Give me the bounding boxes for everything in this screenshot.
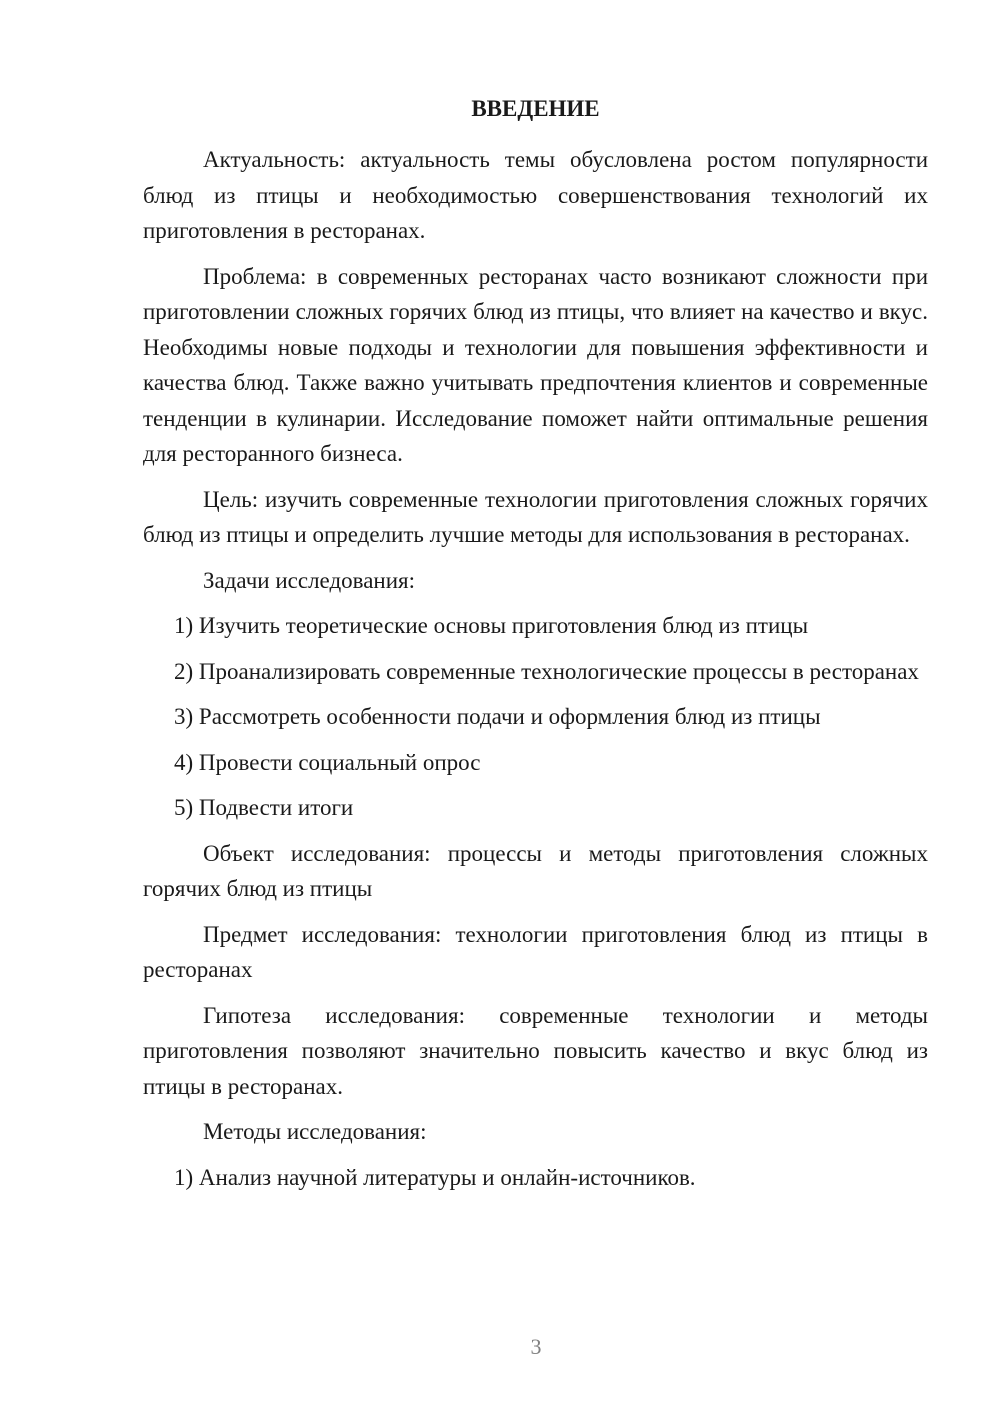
goal-paragraph: Цель: изучить современные технологии приготовления сложных горячих блюд из птицы и определить лучшие методы для использования в ресторанах.: [143, 486, 928, 547]
method-item-1: 1) Анализ научной литературы и онлайн-источников.: [174, 1164, 696, 1190]
relevance-paragraph: Актуальность: актуальность темы обусловлена ростом популярности блюд из птицы и необходимостью совершенствования технологий их приготовления в ресторанах.: [143, 147, 928, 243]
task-item-5: 5) Подвести итоги: [174, 795, 354, 820]
hypothesis-paragraph: Гипотеза исследования: современные технологии и методы приготовления позволяют значительно повысить качество и вкус блюд из птицы в ресторанах.: [143, 1002, 928, 1099]
page-number: 3: [530, 1334, 542, 1359]
problem-paragraph: Проблема: в современных ресторанах часто возникают сложности при приготовлении сложных горячих блюд из птицы, что влияет на качество и вкус. Необходимы новые подходы и технологии для повышения эффективности и качества блюд. Также важно учитывать предпочтения клиентов и современные тенденции в кулинарии. Исследование поможет найти оптимальные решения для ресторанного бизнеса.: [143, 263, 928, 466]
methods-heading: Методы исследования:: [203, 1119, 427, 1144]
document-page: [143, 92, 928, 1205]
subject-paragraph: Предмет исследования: технологии приготовления блюд из птицы в ресторанах: [143, 921, 928, 982]
page-title: ВВЕДЕНИЕ: [471, 96, 600, 121]
object-paragraph: Объект исследования: процессы и методы приготовления сложных горячих блюд из птицы: [143, 840, 928, 901]
tasks-heading: Задачи исследования:: [203, 567, 416, 593]
task-item-3: 3) Рассмотреть особенности подачи и оформления блюд из птицы: [174, 704, 821, 729]
task-item-4: 4) Провести социальный опрос: [174, 749, 481, 775]
task-item-1: 1) Изучить теоретические основы приготовления блюд из птицы: [174, 613, 809, 638]
task-item-2: 2) Проанализировать современные технологические процессы в ресторанах: [174, 658, 919, 684]
